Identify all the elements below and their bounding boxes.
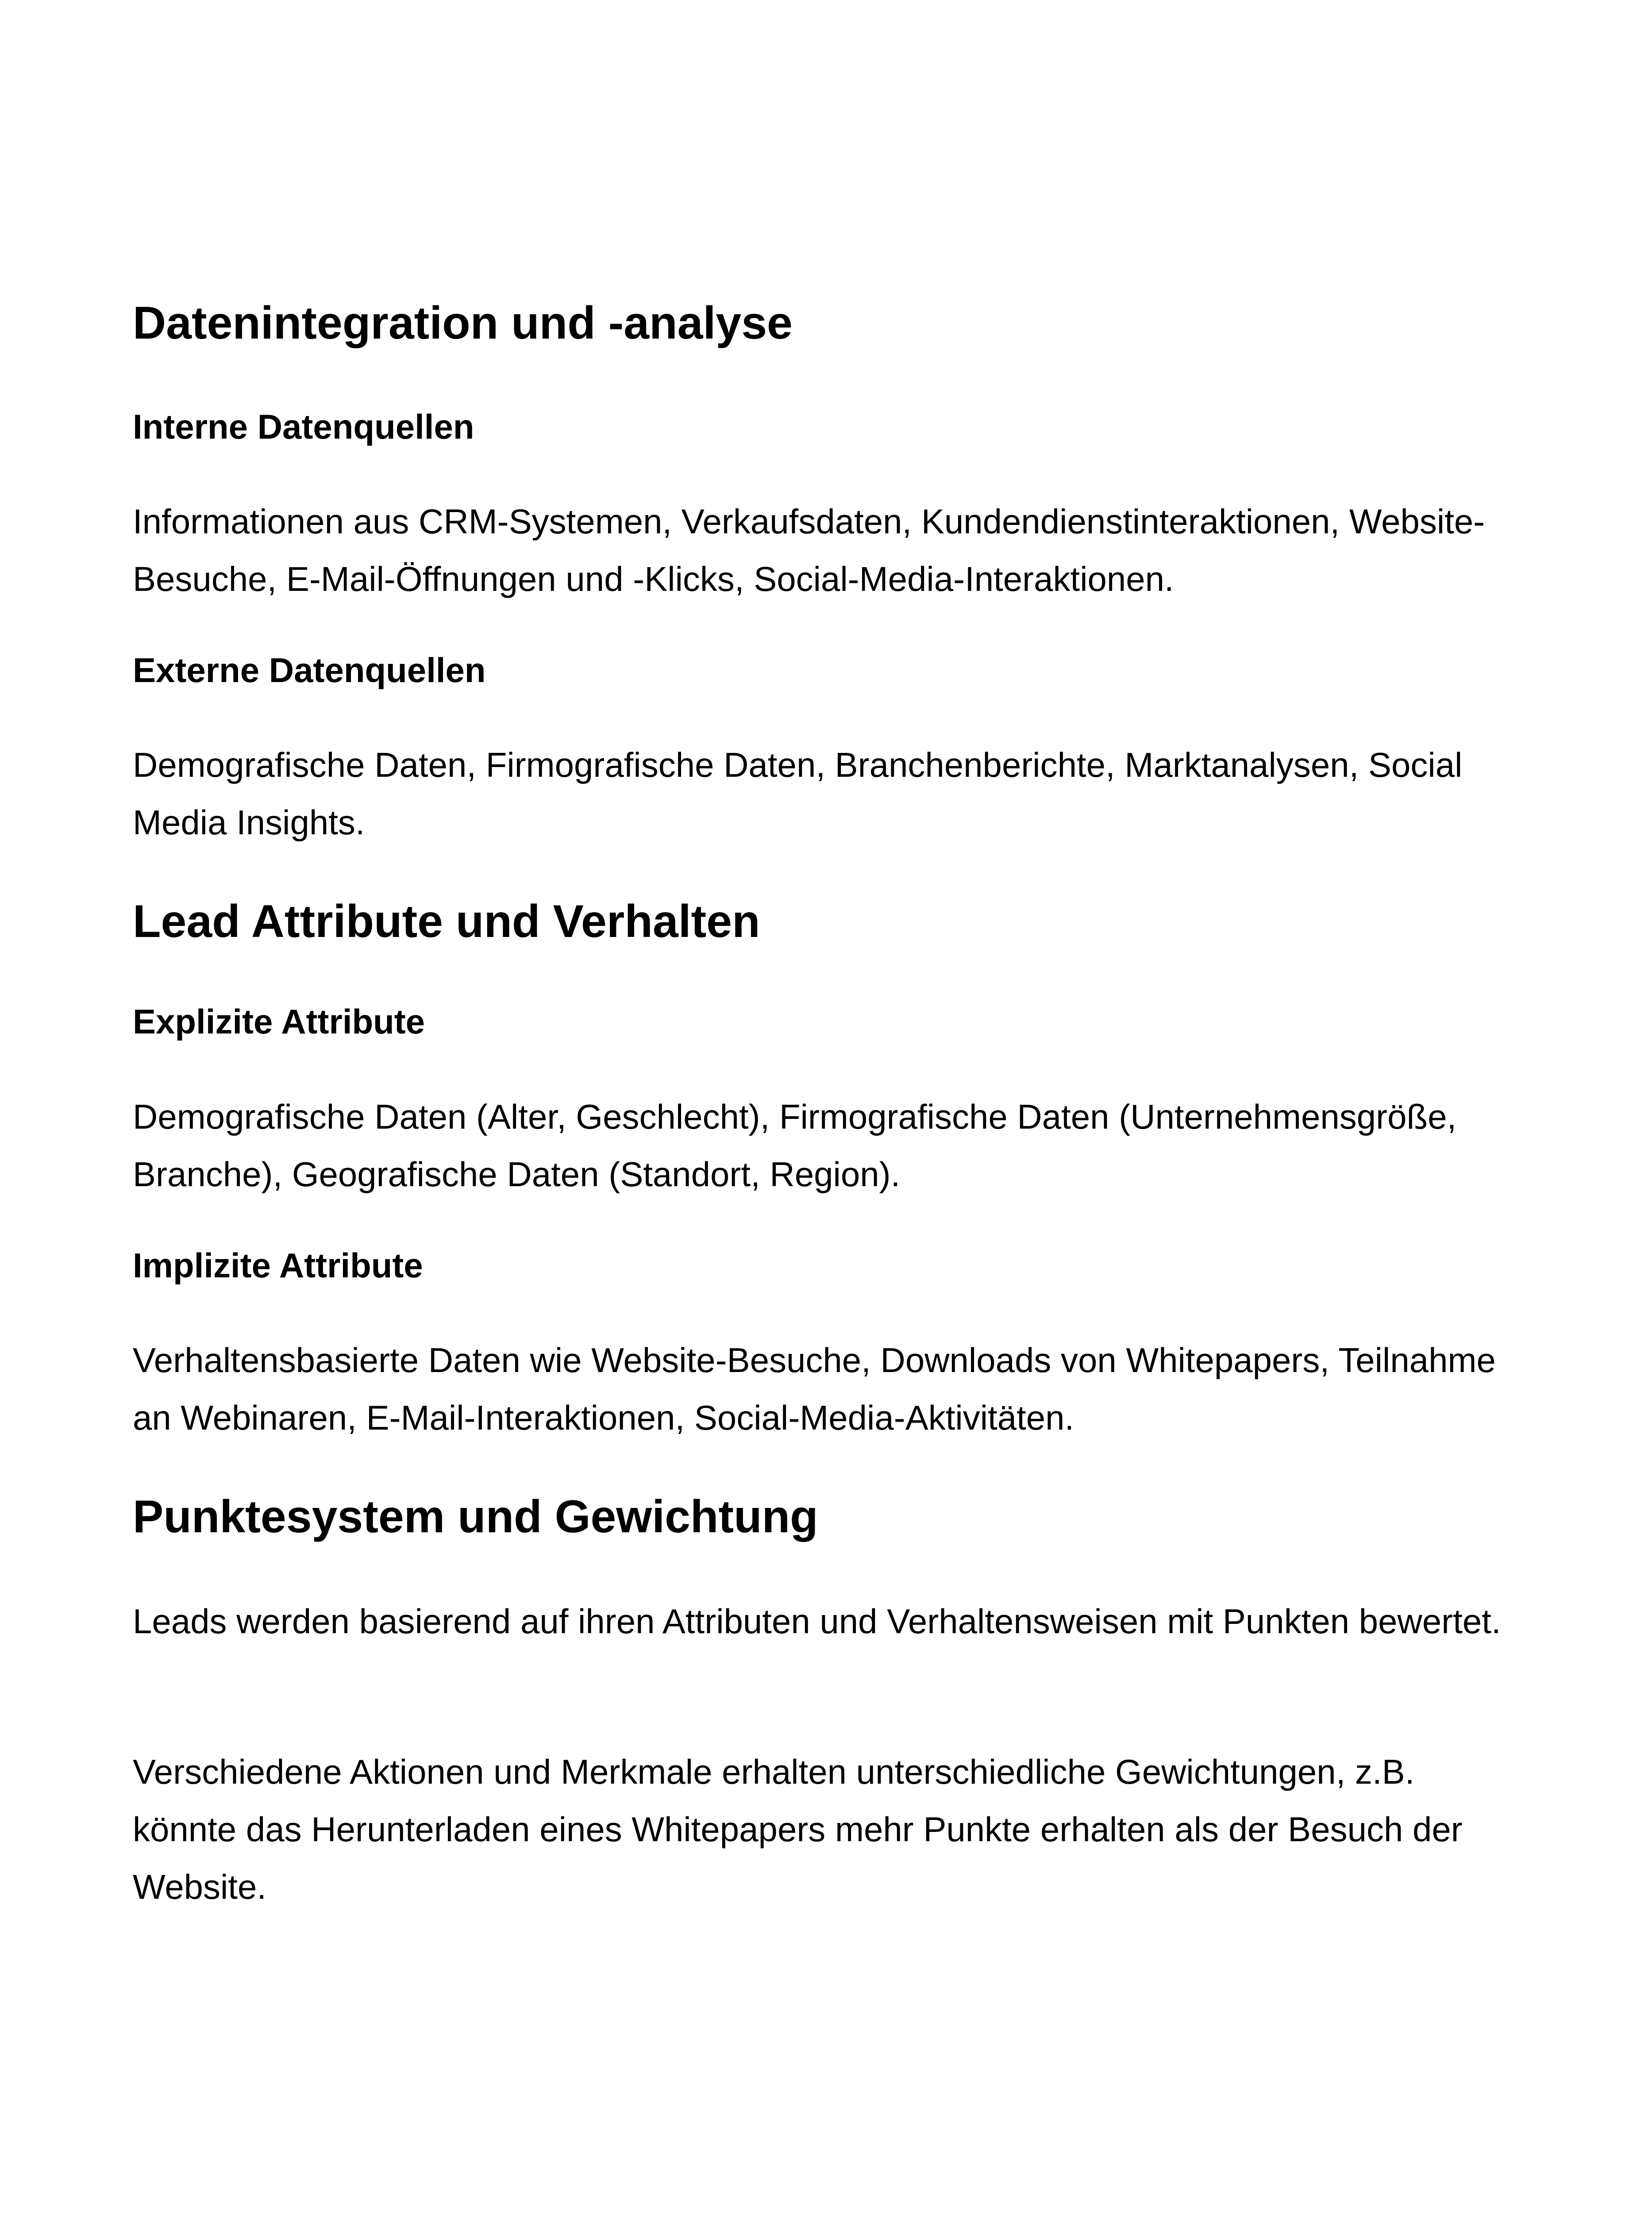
subsection-heading-explizite-attribute: Explizite Attribute — [133, 1002, 425, 1041]
document-page — [133, 0, 1518, 2213]
section-title-punktesystem: Punktesystem und Gewichtung — [133, 1491, 818, 1542]
paragraph-punktesystem-2: Verschiedene Aktionen und Merkmale erhalten unterschiedliche Gewichtungen, z.B. könnte das Herunterladen eines Whitepapers mehr Punkte erhalten als der Besuch der Website. — [133, 1752, 1463, 1906]
paragraph-implizite-attribute: Verhaltensbasierte Daten wie Website-Besuche, Downloads von Whitepapers, Teilnahme an Webinaren, E-Mail-Interaktionen, Social-Media-Aktivitäten. — [133, 1341, 1496, 1437]
section-title-datenintegration: Datenintegration und -analyse — [133, 297, 793, 349]
paragraph-externe-datenquellen: Demografische Daten, Firmografische Daten, Branchenberichte, Marktanalysen, Social Media Insights. — [133, 745, 1463, 842]
section-title-lead-attribute: Lead Attribute und Verhalten — [133, 896, 760, 947]
paragraph-interne-datenquellen: Informationen aus CRM-Systemen, Verkaufsdaten, Kundendienstinteraktionen, Website-Besuche, E-Mail-Öffnungen und -Klicks, Social-Media-Interaktionen. — [133, 502, 1485, 598]
paragraph-explizite-attribute: Demografische Daten (Alter, Geschlecht), Firmografische Daten (Unternehmensgröße, Branche), Geografische Daten (Standort, Region). — [133, 1097, 1457, 1194]
subsection-heading-externe-datenquellen: Externe Datenquellen — [133, 651, 486, 690]
paragraph-punktesystem-1: Leads werden basierend auf ihren Attributen und Verhaltensweisen mit Punkten bewertet. — [133, 1602, 1501, 1641]
subsection-heading-interne-datenquellen: Interne Datenquellen — [133, 407, 474, 446]
subsection-heading-implizite-attribute: Implizite Attribute — [133, 1246, 423, 1285]
